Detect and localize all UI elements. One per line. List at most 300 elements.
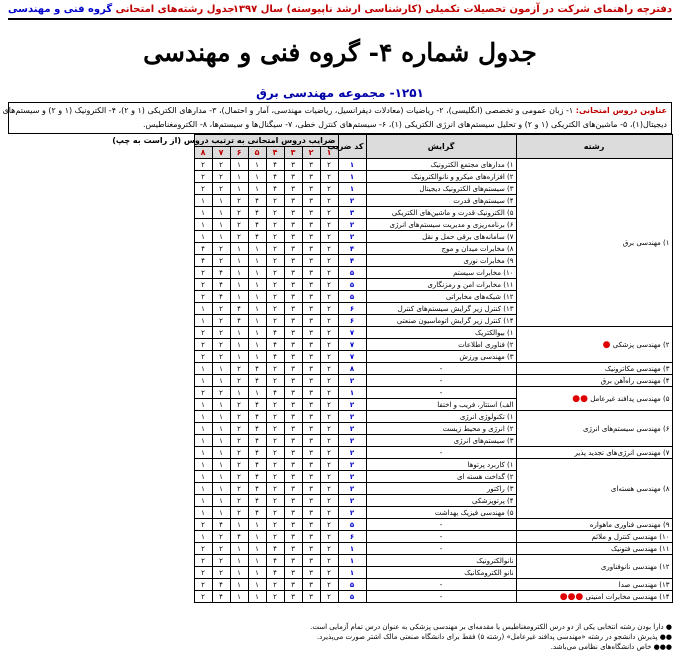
coefficient-cell: ۳ xyxy=(284,303,302,315)
track-cell: - xyxy=(366,375,516,387)
coefficient-cell: ۲ xyxy=(230,231,248,243)
coefficient-cell: ۱ xyxy=(194,447,212,459)
coefficient-cell: ۱ xyxy=(248,543,266,555)
coefficient-cell: ۲ xyxy=(266,243,284,255)
code-cell: ۳ xyxy=(338,207,366,219)
table-body xyxy=(8,159,672,603)
code-cell: ۲ xyxy=(338,471,366,483)
field-cell xyxy=(516,459,672,519)
coefficient-cell: ۳ xyxy=(284,519,302,531)
coefficient-cell: ۱ xyxy=(194,435,212,447)
coefficient-cell: ۴ xyxy=(194,255,212,267)
coefficient-cell: ۱ xyxy=(230,243,248,255)
code-cell: ۲ xyxy=(338,423,366,435)
coefficient-cell: ۲ xyxy=(230,363,248,375)
course-number: ۸ xyxy=(194,147,212,159)
code-cell: ۲ xyxy=(338,495,366,507)
coefficient-cell: ۴ xyxy=(248,423,266,435)
course-number: ۳ xyxy=(284,147,302,159)
coefficient-cell: ۱ xyxy=(230,351,248,363)
coefficient-cell: ۲ xyxy=(266,375,284,387)
coefficient-cell: ۱ xyxy=(194,375,212,387)
track-cell: ۱) تکنولوژی انرژی xyxy=(366,411,516,423)
coefficient-cell: ۳ xyxy=(302,327,320,339)
coefficient-cell: ۱ xyxy=(194,219,212,231)
coefficient-cell: ۲ xyxy=(194,171,212,183)
coefficient-cell: ۳ xyxy=(284,579,302,591)
coefficient-cell: ۱ xyxy=(194,207,212,219)
coefficient-cell: ۲ xyxy=(320,591,338,603)
coefficient-cell: ۳ xyxy=(302,411,320,423)
track-cell: ۱) مدارهای مجتمع الکترونیک xyxy=(366,159,516,171)
coefficient-cell: ۴ xyxy=(248,411,266,423)
coefficient-cell: ۴ xyxy=(248,363,266,375)
code-cell: ۷ xyxy=(338,351,366,363)
coefficient-cell: ۲ xyxy=(320,315,338,327)
coefficient-cell: ۴ xyxy=(248,219,266,231)
track-cell: - xyxy=(366,447,516,459)
course-number: ۲ xyxy=(302,147,320,159)
coefficient-cell: ۲ xyxy=(194,543,212,555)
coefficient-cell: ۱ xyxy=(212,195,230,207)
track-cell: ۳) سیستم‌های انرژی xyxy=(366,435,516,447)
footnote-3: ●●● خاص دانشگاه‌های نظامی می‌باشد. xyxy=(550,643,672,651)
coefficient-cell: ۳ xyxy=(284,483,302,495)
coefficient-cell: ۳ xyxy=(284,591,302,603)
coefficient-cell: ۳ xyxy=(284,471,302,483)
coefficient-cell: ۴ xyxy=(266,159,284,171)
code-cell: ۵ xyxy=(338,267,366,279)
coefficient-cell: ۲ xyxy=(320,435,338,447)
coefficient-cell: ۲ xyxy=(266,399,284,411)
coefficient-cell: ۲ xyxy=(266,579,284,591)
coefficient-cell: ۲ xyxy=(320,423,338,435)
page-title: جدول شماره ۴- گروه فنی و مهندسی xyxy=(143,38,537,67)
exam-courses-legend xyxy=(2,102,672,134)
table-row xyxy=(8,519,672,531)
code-cell: ۶ xyxy=(338,531,366,543)
field-cell xyxy=(516,159,672,327)
coefficient-cell: ۲ xyxy=(266,459,284,471)
coefficient-cell: ۱ xyxy=(212,399,230,411)
coefficient-cell: ۲ xyxy=(320,411,338,423)
coefficient-cell: ۱ xyxy=(248,291,266,303)
table-row xyxy=(8,363,672,375)
coefficient-cell: ۳ xyxy=(284,363,302,375)
field-cell xyxy=(516,579,672,591)
coefficient-cell: ۱ xyxy=(230,183,248,195)
coefficient-cell: ۲ xyxy=(320,183,338,195)
coefficient-cell: ۲ xyxy=(212,159,230,171)
coefficient-cell: ۳ xyxy=(302,267,320,279)
coefficient-cell: ۲ xyxy=(212,567,230,579)
code-cell: ۵ xyxy=(338,579,366,591)
coefficient-cell: ۱ xyxy=(230,387,248,399)
code-cell: ۵ xyxy=(338,279,366,291)
coefficient-cell: ۳ xyxy=(284,375,302,387)
coefficient-cell: ۲ xyxy=(266,483,284,495)
code-cell: ۲ xyxy=(338,435,366,447)
header-field: رشته xyxy=(516,135,672,159)
coefficient-cell: ۴ xyxy=(194,243,212,255)
coefficient-cell: ۲ xyxy=(230,207,248,219)
field-label: ۲) مهندسی پزشکی xyxy=(612,340,670,349)
coefficient-cell: ۳ xyxy=(302,195,320,207)
coefficient-cell: ۱ xyxy=(212,459,230,471)
coefficient-cell: ۲ xyxy=(230,375,248,387)
code-cell: ۵ xyxy=(338,591,366,603)
coefficient-cell: ۲ xyxy=(212,387,230,399)
coefficient-cell: ۱ xyxy=(248,315,266,327)
coefficient-cell: ۳ xyxy=(302,243,320,255)
code-cell: ۷ xyxy=(338,327,366,339)
field-cell xyxy=(516,519,672,531)
coefficient-cell: ۳ xyxy=(284,555,302,567)
coefficient-cell: ۳ xyxy=(302,531,320,543)
coefficient-cell: ۴ xyxy=(212,579,230,591)
track-cell: ۱) کاربرد پرتوها xyxy=(366,459,516,471)
field-cell xyxy=(516,591,672,603)
track-cell: ۳) راکتور xyxy=(366,483,516,495)
coefficient-cell: ۳ xyxy=(302,591,320,603)
coefficient-cell: ۱ xyxy=(230,339,248,351)
coefficient-cell: ۲ xyxy=(194,387,212,399)
coefficient-cell: ۲ xyxy=(212,543,230,555)
coefficient-cell: ۳ xyxy=(302,375,320,387)
track-cell: ۹) مخابرات نوری xyxy=(366,255,516,267)
table-row xyxy=(8,543,672,555)
coefficient-cell: ۱ xyxy=(248,279,266,291)
coefficient-cell: ۴ xyxy=(266,339,284,351)
coefficient-cell: ۱ xyxy=(212,207,230,219)
coefficient-cell: ۳ xyxy=(284,255,302,267)
footnote-marker: ● xyxy=(602,339,611,350)
coefficient-cell: ۳ xyxy=(284,459,302,471)
coefficient-cell: ۱ xyxy=(212,219,230,231)
coefficient-cell: ۳ xyxy=(302,483,320,495)
code-cell: ۲ xyxy=(338,231,366,243)
track-cell: - xyxy=(366,387,516,399)
field-cell xyxy=(516,327,672,363)
coefficient-cell: ۳ xyxy=(302,219,320,231)
coefficient-cell: ۲ xyxy=(320,519,338,531)
coefficient-cell: ۱ xyxy=(230,567,248,579)
coefficient-cell: ۱ xyxy=(212,231,230,243)
coefficient-cell: ۲ xyxy=(230,507,248,519)
coefficient-cell: ۴ xyxy=(248,399,266,411)
coefficient-cell: ۱ xyxy=(248,579,266,591)
coefficient-cell: ۲ xyxy=(320,555,338,567)
field-label: ۷) مهندسی انرژی‌های تجدید پذیر xyxy=(574,448,670,457)
coefficient-cell: ۳ xyxy=(284,351,302,363)
coefficient-cell: ۲ xyxy=(212,315,230,327)
track-cell: ۲) افزاره‌های میکرو و نانوالکترونیک xyxy=(366,171,516,183)
code-cell: ۶ xyxy=(338,315,366,327)
coefficient-cell: ۱ xyxy=(248,387,266,399)
coefficient-cell: ۲ xyxy=(266,591,284,603)
coefficient-cell: ۳ xyxy=(284,387,302,399)
footnotes xyxy=(8,622,672,652)
coefficient-cell: ۴ xyxy=(248,207,266,219)
coefficient-cell: ۱ xyxy=(230,291,248,303)
coefficient-cell: ۴ xyxy=(230,531,248,543)
coefficient-cell: ۲ xyxy=(320,567,338,579)
code-cell: ۲ xyxy=(338,459,366,471)
coefficient-cell: ۲ xyxy=(194,339,212,351)
course-number: ۷ xyxy=(212,147,230,159)
coefficient-cell: ۳ xyxy=(284,243,302,255)
coefficient-cell: ۱ xyxy=(212,447,230,459)
coefficient-cell: ۴ xyxy=(248,507,266,519)
coefficient-cell: ۲ xyxy=(320,159,338,171)
coefficient-cell: ۲ xyxy=(230,219,248,231)
coefficient-cell: ۳ xyxy=(284,207,302,219)
coefficient-cell: ۲ xyxy=(320,231,338,243)
code-cell: ۵ xyxy=(338,519,366,531)
coefficient-cell: ۲ xyxy=(266,411,284,423)
coefficient-cell: ۲ xyxy=(194,351,212,363)
field-label: ۱۴) مهندسی مخابرات امنیتی xyxy=(585,592,670,601)
field-cell xyxy=(516,447,672,459)
coefficient-cell: ۲ xyxy=(212,531,230,543)
coefficient-cell: ۱ xyxy=(248,267,266,279)
coefficient-cell: ۴ xyxy=(212,291,230,303)
coefficient-cell: ۳ xyxy=(302,555,320,567)
coefficients-table xyxy=(8,134,673,603)
coefficient-cell: ۲ xyxy=(230,399,248,411)
coefficient-cell: ۱ xyxy=(248,171,266,183)
coefficient-cell: ۳ xyxy=(302,447,320,459)
coefficient-cell: ۳ xyxy=(284,411,302,423)
coefficient-cell: ۲ xyxy=(320,303,338,315)
course-number: ۴ xyxy=(266,147,284,159)
coefficient-cell: ۱ xyxy=(212,435,230,447)
coefficient-cell: ۳ xyxy=(284,447,302,459)
coefficient-cell: ۲ xyxy=(320,219,338,231)
coefficient-cell: ۴ xyxy=(266,171,284,183)
coefficient-cell: ۲ xyxy=(194,519,212,531)
table-row xyxy=(8,159,672,171)
coefficient-cell: ۱ xyxy=(212,375,230,387)
coefficient-cell: ۲ xyxy=(266,471,284,483)
coefficient-cell: ۲ xyxy=(266,519,284,531)
track-cell: ۱۰) مخابرات سیستم xyxy=(366,267,516,279)
coefficient-cell: ۱ xyxy=(212,483,230,495)
coefficient-cell: ۲ xyxy=(266,207,284,219)
code-cell: ۷ xyxy=(338,339,366,351)
coefficient-cell: ۲ xyxy=(230,483,248,495)
coefficient-cell: ۱ xyxy=(248,591,266,603)
field-label: ۱۱) مهندسی فتونیک xyxy=(610,544,670,553)
coefficient-cell: ۱ xyxy=(230,279,248,291)
code-cell: ۲ xyxy=(338,507,366,519)
track-cell: ۲) انرژی و محیط زیست xyxy=(366,423,516,435)
coefficient-cell: ۲ xyxy=(212,327,230,339)
track-cell: ۵) مهندسی فیزیک بهداشت xyxy=(366,507,516,519)
coefficient-cell: ۱ xyxy=(230,555,248,567)
coefficient-cell: ۳ xyxy=(302,519,320,531)
coefficient-cell: ۱ xyxy=(230,579,248,591)
code-cell: ۸ xyxy=(338,363,366,375)
coefficient-cell: ۲ xyxy=(212,243,230,255)
coefficient-cell: ۱ xyxy=(194,411,212,423)
coefficient-cell: ۲ xyxy=(320,327,338,339)
coefficient-cell: ۲ xyxy=(320,399,338,411)
coefficient-cell: ۳ xyxy=(302,339,320,351)
table-row xyxy=(8,591,672,603)
footnote-1: ● دارا بودن رشته انتخابی یکی از دو درس الکترومغناطیس یا مقدمه‌ای بر مهندسی پزشکی به عنوان درس تمام آزمایی است. xyxy=(310,623,672,631)
table-row xyxy=(8,447,672,459)
code-cell: ۲ xyxy=(338,411,366,423)
coefficient-cell: ۱ xyxy=(230,543,248,555)
field-label: ۸) مهندسی هسته‌ای xyxy=(610,484,670,493)
coefficient-cell: ۳ xyxy=(284,171,302,183)
coefficient-cell: ۱ xyxy=(194,315,212,327)
field-label: ۴) مهندسی راه‌آهن برق xyxy=(600,376,670,385)
coefficient-cell: ۱ xyxy=(212,363,230,375)
coefficient-cell: ۲ xyxy=(320,387,338,399)
code-cell: ۲ xyxy=(338,219,366,231)
coefficient-cell: ۱ xyxy=(248,555,266,567)
coefficient-cell: ۲ xyxy=(320,447,338,459)
coefficient-cell: ۴ xyxy=(266,351,284,363)
field-cell xyxy=(516,387,672,411)
coefficient-cell: ۴ xyxy=(248,447,266,459)
coefficient-cell: ۲ xyxy=(266,435,284,447)
coefficient-cell: ۳ xyxy=(284,327,302,339)
coefficient-cell: ۴ xyxy=(266,387,284,399)
coefficient-cell: ۱ xyxy=(248,183,266,195)
coefficient-cell: ۳ xyxy=(302,207,320,219)
header-section-title: جدول رشته‌های امتحانی گروه فنی و مهندسی xyxy=(8,4,235,15)
track-cell: ۱۴) کنترل زیر گرایش اتوماسیون صنعتی xyxy=(366,315,516,327)
coefficient-cell: ۳ xyxy=(284,291,302,303)
coefficient-cell: ۳ xyxy=(302,363,320,375)
table-row xyxy=(8,459,672,471)
coefficient-cell: ۳ xyxy=(302,543,320,555)
page-header xyxy=(8,4,672,20)
header-coefficients: ضرایب دروس امتحانی به ترتیب دروس (از راست به چپ) xyxy=(194,135,338,147)
coefficient-cell: ۳ xyxy=(302,495,320,507)
coefficient-cell: ۳ xyxy=(302,579,320,591)
coefficient-cell: ۳ xyxy=(284,423,302,435)
track-cell: ۶) برنامه‌ریزی و مدیریت سیستم‌های انرژی xyxy=(366,219,516,231)
coefficient-cell: ۱ xyxy=(248,351,266,363)
track-cell: ۵) الکترونیک قدرت و ماشین‌های الکتریکی xyxy=(366,207,516,219)
coefficient-cell: ۴ xyxy=(266,555,284,567)
coefficient-cell: ۳ xyxy=(302,471,320,483)
coefficient-cell: ۳ xyxy=(302,291,320,303)
coefficient-cell: ۲ xyxy=(194,291,212,303)
coefficient-cell: ۲ xyxy=(320,531,338,543)
track-cell: ۲) گداخت هسته ای xyxy=(366,471,516,483)
coefficient-cell: ۱ xyxy=(248,327,266,339)
coefficient-cell: ۳ xyxy=(284,495,302,507)
track-cell: - xyxy=(366,519,516,531)
coefficient-cell: ۲ xyxy=(320,243,338,255)
coefficient-cell: ۲ xyxy=(266,255,284,267)
coefficient-cell: ۱ xyxy=(248,243,266,255)
coefficient-cell: ۲ xyxy=(230,411,248,423)
coefficient-cell: ۱ xyxy=(194,423,212,435)
coefficient-cell: ۲ xyxy=(320,579,338,591)
table-row xyxy=(8,327,672,339)
coefficient-cell: ۴ xyxy=(212,519,230,531)
coefficient-cell: ۴ xyxy=(248,435,266,447)
coefficient-cell: ۱ xyxy=(230,591,248,603)
coefficient-cell: ۲ xyxy=(266,315,284,327)
coefficient-cell: ۲ xyxy=(212,255,230,267)
code-cell: ۵ xyxy=(338,291,366,303)
coefficient-cell: ۳ xyxy=(302,351,320,363)
coefficient-cell: ۴ xyxy=(248,195,266,207)
coefficient-cell: ۲ xyxy=(320,195,338,207)
coefficient-cell: ۲ xyxy=(212,171,230,183)
coefficient-cell: ۲ xyxy=(212,351,230,363)
coefficient-cell: ۲ xyxy=(320,363,338,375)
coefficient-cell: ۲ xyxy=(194,159,212,171)
table-row xyxy=(8,375,672,387)
coefficient-cell: ۱ xyxy=(194,195,212,207)
footnote-2: ●● پذیرش دانشجو در رشته «مهندسی پدافند غیرعامل» (رشته ۵) فقط برای دانشگاه صنعتی مالک اشتر صورت می‌پذیرد. xyxy=(316,633,672,641)
coefficient-cell: ۴ xyxy=(230,303,248,315)
coefficient-cell: ۴ xyxy=(248,495,266,507)
coefficient-cell: ۲ xyxy=(212,555,230,567)
field-cell xyxy=(516,375,672,387)
coefficient-cell: ۴ xyxy=(248,471,266,483)
legend-line-1: عناوین دروس امتحانی: ۱- زبان عمومی و تخصصی (انگلیسی)، ۲- ریاضیات (معادلات دیفرانسیل، ریاضیات مهندسی، آمار و احتمال)، ۳- مدارهای الکتریکی (۱ و ۲)، ۴- الکترونیک (۱ و ۲) و سیستم‌های xyxy=(2,106,667,115)
track-cell: - xyxy=(366,531,516,543)
coefficient-cell: ۲ xyxy=(230,447,248,459)
code-cell: ۱ xyxy=(338,171,366,183)
coefficient-cell: ۳ xyxy=(302,315,320,327)
coefficient-cell: ۱ xyxy=(230,267,248,279)
coefficient-cell: ۲ xyxy=(194,579,212,591)
coefficient-cell: ۲ xyxy=(320,483,338,495)
code-cell: ۲ xyxy=(338,375,366,387)
coefficient-cell: ۳ xyxy=(284,195,302,207)
field-label: ۳) مهندسی مکاترونیک xyxy=(604,364,670,373)
coefficient-cell: ۳ xyxy=(284,159,302,171)
code-cell: ۴ xyxy=(338,243,366,255)
track-cell: ۱) بیوالکتریک xyxy=(366,327,516,339)
coefficient-cell: ۳ xyxy=(302,255,320,267)
field-label: ۱۲) مهندسی نانوفناوری xyxy=(600,562,670,571)
field-label: ۹) مهندسی فناوری ماهواره xyxy=(589,520,670,529)
coefficient-cell: ۲ xyxy=(230,471,248,483)
coefficient-cell: ۴ xyxy=(212,267,230,279)
coefficient-cell: ۱ xyxy=(194,399,212,411)
coefficient-cell: ۲ xyxy=(320,471,338,483)
coefficient-cell: ۱ xyxy=(230,519,248,531)
coefficient-cell: ۳ xyxy=(284,219,302,231)
code-cell: ۶ xyxy=(338,303,366,315)
coefficient-cell: ۲ xyxy=(320,459,338,471)
coefficient-cell: ۲ xyxy=(266,279,284,291)
track-cell: ۷) سامانه‌های برقی حمل و نقل xyxy=(366,231,516,243)
coefficient-cell: ۲ xyxy=(230,495,248,507)
field-label: ۶) مهندسی سیستم‌های انرژی xyxy=(582,424,670,433)
coefficient-cell: ۲ xyxy=(230,423,248,435)
coefficient-cell: ۱ xyxy=(194,507,212,519)
coefficient-cell: ۴ xyxy=(230,315,248,327)
coefficient-cell: ۱ xyxy=(194,471,212,483)
coefficient-cell: ۳ xyxy=(302,183,320,195)
coefficient-cell: ۱ xyxy=(194,483,212,495)
coefficient-cell: ۴ xyxy=(266,567,284,579)
coefficient-cell: ۳ xyxy=(302,459,320,471)
code-cell: ۲ xyxy=(338,483,366,495)
